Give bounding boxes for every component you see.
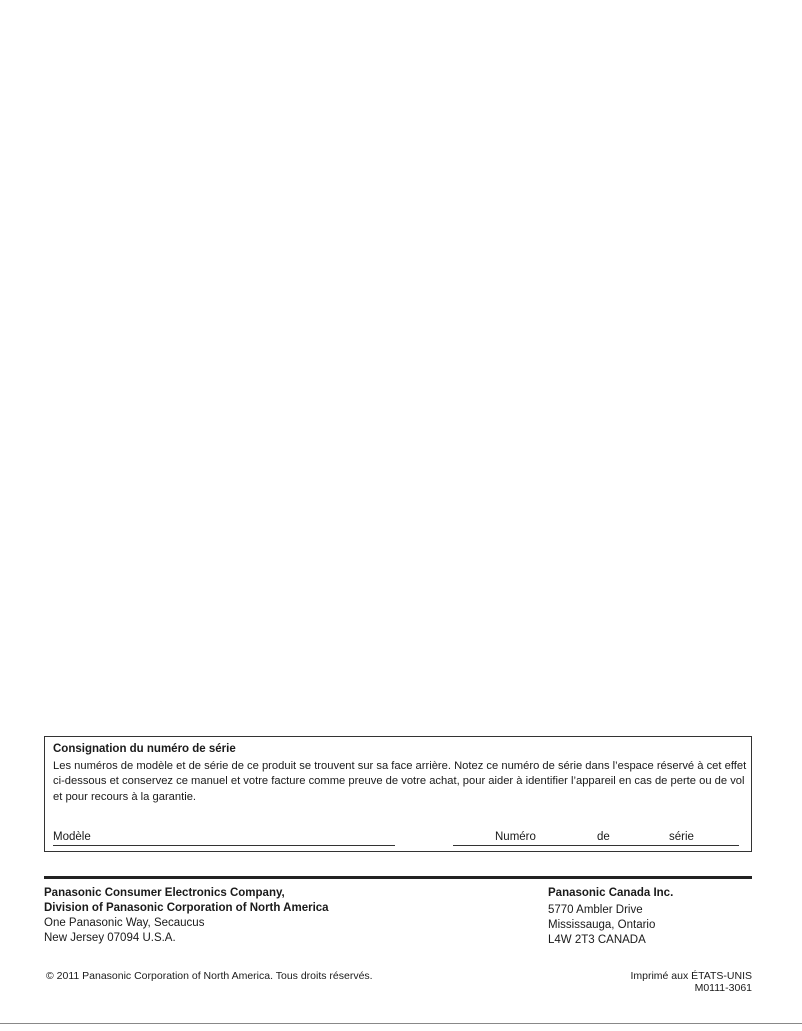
us-company-line1: Panasonic Consumer Electronics Company, (44, 887, 285, 899)
canada-company: Panasonic Canada Inc. (548, 887, 674, 899)
serial-label-word-2: de (597, 831, 610, 843)
serial-record-body: Les numéros de modèle et de série de ce produit se trouvent sur sa face arrière. Notez ce numéro de série dans l’espace réservé à cet effet ci-dessous et conservez ce manuel et votre facture comme preuve de votre achat, pour aider à identifier l’appareil en cas de perte ou de vol et pour recours à la garantie. (53, 760, 747, 803)
serial-label-word-3: série (669, 831, 694, 843)
canada-city: Mississauga, Ontario (548, 919, 656, 931)
printed-info (630, 970, 752, 994)
us-address-block (44, 886, 329, 946)
us-street: One Panasonic Way, Secaucus (44, 917, 205, 929)
serial-line (453, 845, 739, 846)
copyright-notice: © 2011 Panasonic Corporation of North America. Tous droits réservés. (46, 970, 373, 982)
canada-address-block (548, 886, 673, 948)
serial-record-title: Consignation du numéro de série (53, 743, 236, 755)
serial-number-record-box (44, 736, 752, 852)
document-code: M0111-3061 (694, 982, 752, 994)
model-line (53, 845, 395, 846)
printed-in: Imprimé aux ÉTATS-UNIS (630, 970, 752, 982)
canada-postal: L4W 2T3 CANADA (548, 934, 646, 946)
page-bottom-rule (0, 1023, 802, 1024)
us-company-line2: Division of Panasonic Corporation of North America (44, 902, 329, 914)
us-city: New Jersey 07094 U.S.A. (44, 932, 176, 944)
model-label: Modèle (53, 831, 91, 843)
serial-label-word-1: Numéro (495, 831, 536, 843)
canada-street: 5770 Ambler Drive (548, 904, 643, 916)
divider-rule (44, 876, 752, 879)
